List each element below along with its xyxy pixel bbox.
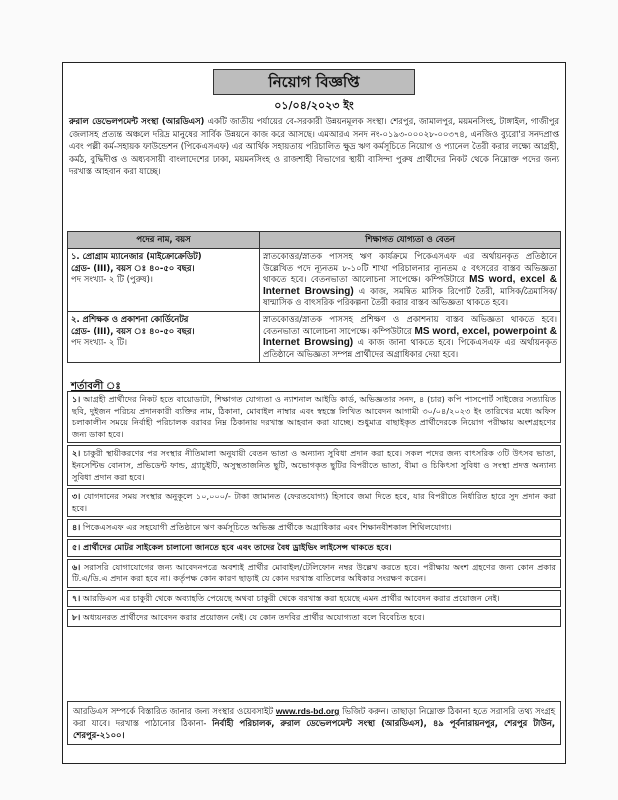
term-number: ২। xyxy=(72,448,81,459)
term-number: ৫। xyxy=(72,541,81,552)
intro-paragraph xyxy=(69,115,559,178)
terms-list xyxy=(67,391,561,629)
footer-text: আরডিএস সম্পর্কে বিস্তারিত জানার জন্য সংস্থার ওয়েবসাইট xyxy=(73,706,276,716)
position-posts: পদ সংখ্যা- ২ টি (পুরুষ)। xyxy=(71,274,153,285)
term-text: পিকেএসএফ এর সহযোগী প্রতিষ্ঠানে ঋণ কর্মসূচিতে অভিজ্ঞ প্রার্থীকে অগ্রাধিকার এবং শিক্ষানবীশকাল শিথিলযোগ্য। xyxy=(82,522,452,533)
position-cell xyxy=(68,249,260,312)
term-item xyxy=(67,559,561,588)
term-number: ৭। xyxy=(72,592,81,603)
term-item xyxy=(67,488,561,517)
column-header-qualification: শিক্ষাগত যোগ্যতা ও বেতন xyxy=(260,232,561,249)
notice-date: ০১/০৪/২০২৩ ইং xyxy=(274,99,354,112)
position-cell xyxy=(68,311,260,362)
org-name: রুরাল ডেভেলপমেন্ট সংস্থা (আরডিএস) xyxy=(69,116,205,126)
term-text: প্রার্থীদের মোটর সাইকেল চালানো জানতে হবে এবং তাদের বৈধ ড্রাইভিং লাইসেন্স থাকতে হবে। xyxy=(83,541,392,552)
table-header-row xyxy=(68,232,561,249)
term-text: সরাসরি যোগাযোগের জন্য আবেদনপত্রে অবশ্যই প্রার্থীর মোবাইল/টেলিফোন নম্বর উল্লেখ করতে হবে। পরীক্ষায় অংশ গ্রহণের জন্য কোন প্রকার টি.এ/ডি.এ প্রদান করা হবে না। কর্তৃপক্ষ কোন কারণ ছাড়াই যে কোন দরখাস্ত বাতিলের অধিকার সংরক্ষণ করেন। xyxy=(72,561,556,584)
term-item xyxy=(67,539,561,557)
term-text: আগ্রহী প্রার্থীদের নিকট হতে বায়োডাটা, শিক্ষাগত যোগ্যতা ও ন্যাশনাল আইডি কার্ড, অভিজ্ঞতার সনদ, ৪ (চার) কপি পাসপোর্ট সাইজের সত্যায়িত ছবি, দুইজন পরিচয় প্রদানকারী ব্যক্তির নাম, ঠিকানা, মোবাইল নাম্বার এবং স্বহস্তে লিখিত আবেদন আগামী ৩০/০৪/২০২৩ ইং তারিখের মধ্যে অফিস চলাকালীন সময়ে নির্বাহী পরিচালক বরাবর নিম্ন ঠিকানায় দরখাস্ত আহবান করা যাচ্ছে। শুধুমাত্র বাছাইকৃত প্রার্থীদেরকে নিয়োগ পরীক্ষায় অংশগ্রহণের জন্য ডাকা হবে। xyxy=(72,394,556,439)
position-posts: পদ সংখ্যা- ২ টি। xyxy=(71,337,127,348)
website-link[interactable]: www.rds-bd.org xyxy=(275,706,340,716)
software-skills: MS word, excel & Internet Browsing) xyxy=(263,274,557,297)
term-number: ১। xyxy=(72,394,81,404)
term-number: ৩। xyxy=(72,491,81,502)
qualification-text-2: এ কাজ, সমন্বিত মাসিক রিপোর্ট তৈরী, মাসিক/ত্রৈমাসিক/ষান্মাসিক ও বাৎসরিক পরিকল্পনা তৈরী করার বাস্তব অভিজ্ঞতা থাকতে হবে। xyxy=(263,285,557,308)
term-number: ৪। xyxy=(72,522,81,533)
qualification-cell xyxy=(260,249,561,312)
mailing-address: নির্বাহী পরিচালক, রুরাল ডেভেলপমেন্ট সংস্থা (আরডিএস), ৪৯ পূর্বনারায়নপুর, শেরপুর টাউন, শেরপুর-২১০০। xyxy=(73,718,556,740)
qualification-cell xyxy=(260,311,561,362)
notice-title: নিয়োগ বিজ্ঞপ্তি xyxy=(213,69,415,95)
positions-table xyxy=(67,231,561,363)
table-row xyxy=(68,249,561,312)
qualification-text: স্নাতকোত্তর/স্নাতক পাসসহ প্রশিক্ষণ ও প্রকাশনায় বাস্তব অভিজ্ঞতা থাকতে হবে। বেতনভাতা আলোচনা সাপেক্ষে। কম্পিউটারে xyxy=(263,313,557,336)
job-circular xyxy=(62,62,566,764)
terms-heading: শর্তাবলী ঃ xyxy=(71,381,121,392)
term-item xyxy=(67,445,561,486)
column-header-position: পদের নাম, বয়স xyxy=(68,232,260,249)
position-title: ১. প্রোগ্রাম ম্যানেজার (মাইক্রোক্রেডিট) xyxy=(71,251,202,261)
term-text: যোগদানের সময় সংস্থার অনুকূলে ১০,০০০/- টাকা জামানত (ফেরতযোগ্য) হিসাবে জমা দিতে হবে, যার বিপরীতে নির্ধারিত হারে সুদ প্রদান করা হবে। xyxy=(72,491,556,513)
term-item xyxy=(67,609,561,627)
term-text: আরডিএস এর চাকুরী থেকে অব্যাহতি পেয়েছে অথবা চাকুরী থেকে বরখাস্ত করা হয়েছে এমন প্রার্থীর আবেদন করার প্রয়োজন নেই। xyxy=(82,592,500,603)
contact-footer xyxy=(67,701,561,745)
term-text: অধ্যয়নরত প্রার্থীদের আবেদন করার প্রয়োজন নেই। যে কোন তদবির প্রার্থীর অযোগ্যতা বলে বিবেচিত হবে। xyxy=(82,612,425,623)
term-item xyxy=(67,391,561,443)
software-skills: MS word, excel, powerpoint & Internet Browsing) xyxy=(263,325,557,349)
term-item xyxy=(67,590,561,608)
term-number: ৮। xyxy=(72,612,81,623)
term-item xyxy=(67,519,561,537)
intro-text: একটি জাতীয় পর্যায়ের বে-সরকারী উন্নয়নমূলক সংস্থা। শেরপুর, জামালপুর, ময়মনসিংহ, টাঙ্গাইল, গাজীপুর জেলাসহ প্রত্যন্ত অঞ্চলে দরিদ্র মানুষের সার্বিক উন্নয়নে কাজ করে আসছে। এমআরএ সনদ নং-০১৯৩-০০০২৮-০০৩৭৪, এনজিও ব্যুরো'র সনদপ্রাপ্ত এবং পল্লী কর্ম-সহায়ক ফাউন্ডেশন (পিকেএসএফ) এর আর্থিক সহায়তায় পরিচালিত ক্ষুদ্র ঋণ কর্মসূচিতে নিয়োগ ও প্যানেল তৈরী করার লক্ষ্যে আগ্রহী, কর্মঠ, বুদ্ধিদীপ্ত ও অধ্যবসায়ী বাংলাদেশের ঢাকা, ময়মনসিংহ ও রাজশাহী বিভাগের স্থায়ী বাসিন্দা পুরুষ প্রার্থীদের নিকট থেকে নিম্নোক্ত পদের জন্য দরখাস্ত আহবান করা যাচ্ছে। xyxy=(69,116,560,177)
position-grade: গ্রেড- (III), বয়স ঃ ৪০-৫০ বছর। xyxy=(71,262,195,273)
position-title: ২. প্রশিক্ষক ও প্রকাশনা কোর্ডিনেটর xyxy=(71,313,189,324)
qualification-text: স্নাতকোত্তর/স্নাতক পাসসহ ঋণ কার্যক্রমে পিকেএসএফ এর অর্থায়নকৃত প্রতিষ্ঠানে উল্লেখিত পদে ন্যূনতম ৮-১০টি শাখা পরিচালনার ন্যূনতম ৫ বৎসরের বাস্তব অভিজ্ঞতা থাকতে হবে। বেতনভাতা আলোচনা সাপেক্ষে। কম্পিউটারে xyxy=(263,251,557,285)
term-text: চাকুরী স্থায়ীকরণের পর সংস্থার নীতিমালা অনুযায়ী বেতন ভাতা ও অন্যান্য সুবিধা প্রদান করা হবে। সকল পদের জন্য বাৎসরিক ৩টি উৎসব ভাতা, ইনসেন্টিভ বোনাস, প্রভিডেন্ট ফান্ড, গ্র্যাচুইটি, অসুস্থতাজনিত ছুটি, অভোগকৃত ছুটির বিপরীতে ভাতা, বীমা ও চিকিৎসা সুবিধা ও সংস্থা প্রদত্ত অন্যান্য সুবিধা প্রদান করা হবে। xyxy=(72,448,556,482)
table-row xyxy=(68,311,561,362)
qualification-text-2: এ কাজ জানা থাকতে হবে। পিকেএসএফ এর অর্থায়নকৃত প্রতিষ্ঠানে অভিজ্ঞতা সম্পন্ন প্রার্থীদের অগ্রাধিকার দেয়া হবে। xyxy=(263,337,557,359)
footer-text-2: ভিজিট করুন। তাছাড়া নিম্নোক্ত ঠিকানা হতে সরাসরি তথ্য সংগ্রহ করা যাবে। দরখাস্ত পাঠানোর ঠিকানা- xyxy=(73,706,555,728)
position-grade: গ্রেড- (III), বয়স ঃ ৪০-৫০ বছর। xyxy=(71,325,195,336)
term-number: ৬। xyxy=(72,561,81,572)
